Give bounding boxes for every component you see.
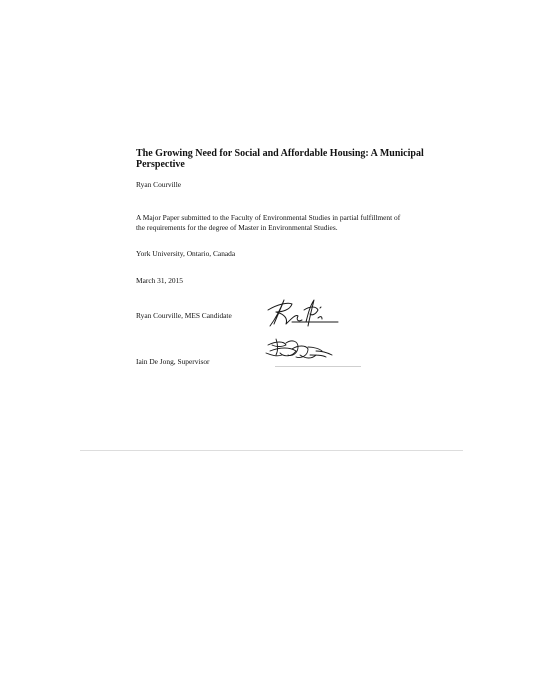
submission-description	[136, 213, 400, 232]
author-name: Ryan Courville	[136, 180, 182, 189]
supervisor-signature-icon	[262, 333, 340, 367]
signature-line	[275, 366, 361, 367]
candidate-label: Ryan Courville, MES Candidate	[136, 311, 232, 320]
institution: York University, Ontario, Canada	[136, 249, 236, 258]
submission-date: March 31, 2015	[136, 276, 184, 285]
supervisor-label: Iain De Jong, Supervisor	[136, 357, 210, 366]
candidate-signature-icon	[262, 296, 340, 330]
page-divider	[80, 450, 463, 451]
description-line-1: A Major Paper submitted to the Faculty of Environmental Studies in partial fulfillment of	[136, 213, 401, 222]
description-line-2: the requirements for the degree of Master in Environmental Studies.	[136, 222, 338, 232]
document-title: The Growing Need for Social and Affordable Housing: A Municipal Perspective	[136, 148, 424, 170]
